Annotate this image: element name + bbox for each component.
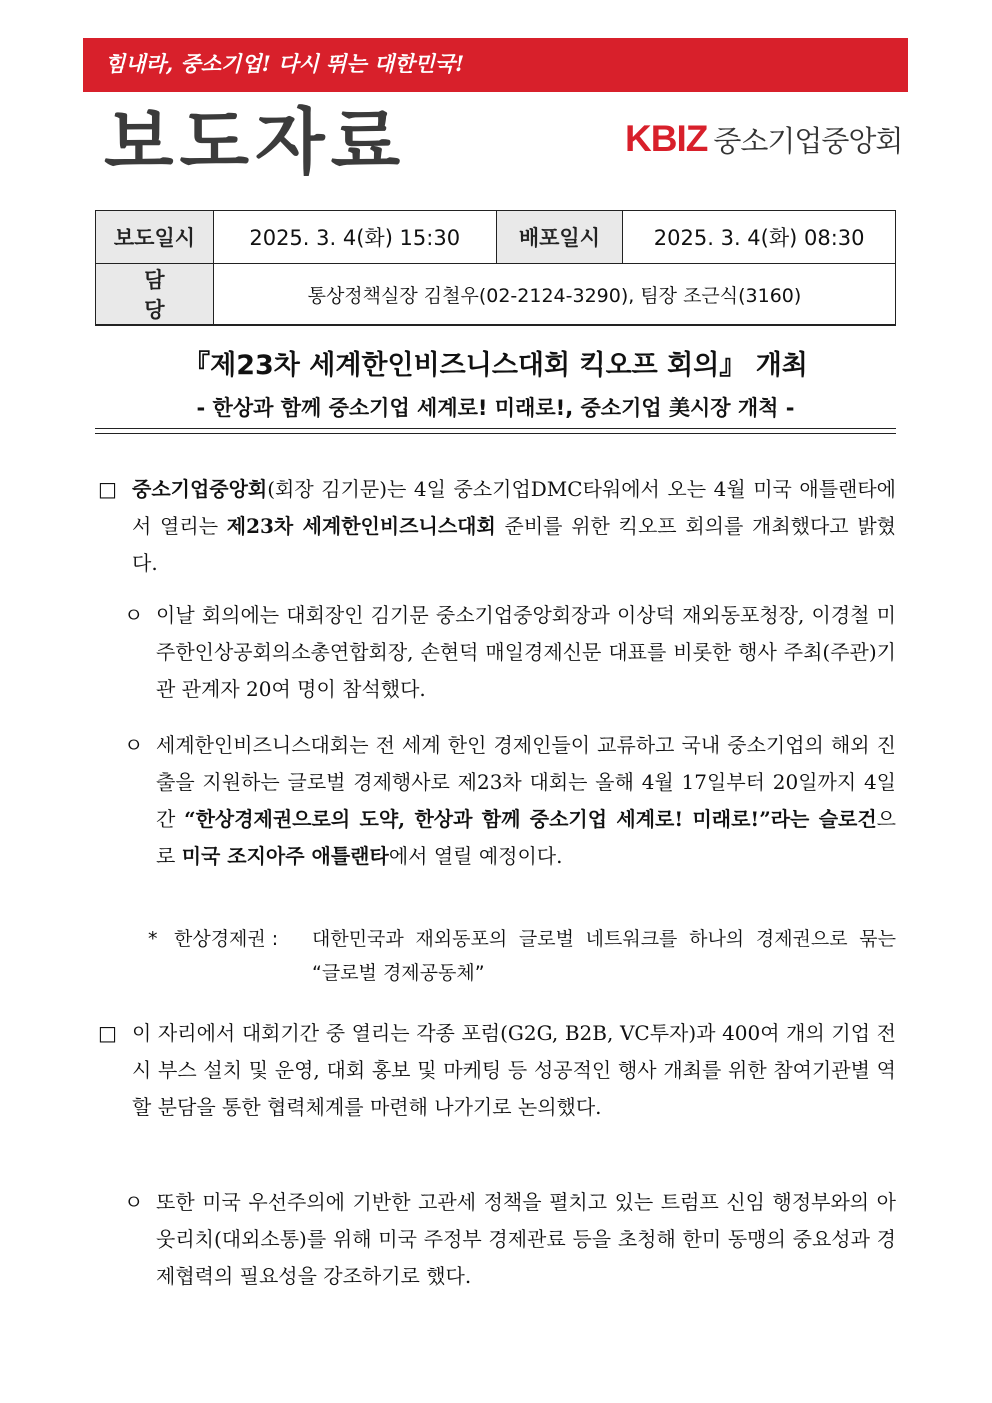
- kbiz-logo: [625, 118, 902, 158]
- logo-brand: KBIZ: [625, 118, 708, 159]
- contact-row: [96, 264, 896, 326]
- location-bold: 미국 조지아주 애틀랜타: [181, 844, 389, 868]
- document-title: 보도자료: [104, 100, 407, 184]
- section-marker-square: □: [98, 477, 117, 501]
- paragraph-1b-text-b: 으로: [156, 807, 896, 868]
- headline: 『제23차 세계한인비즈니스대회 킥오프 회의』 개최: [183, 350, 808, 381]
- paragraph-1-text-a: (회장 김기문)는 4일 중소기업DMC타워에서 오는 4월 미국 애틀랜타에서 열리는: [132, 477, 896, 538]
- banner-slogan: 힘내라, 중소기업! 다시 뛰는 대한민국!: [105, 51, 465, 76]
- bullet-marker-circle: ㅇ: [124, 603, 144, 627]
- paragraph-1: [132, 471, 896, 582]
- org-name-bold: 중소기업중앙회: [132, 477, 268, 501]
- paragraph-1b: [156, 727, 896, 875]
- bullet-marker-circle: ㅇ: [124, 733, 144, 757]
- paragraph-1-text-b: 준비를 위한 킥오프 회의를 개최했다고 밝혔다.: [132, 514, 897, 575]
- contact-label: 담 당: [96, 264, 214, 326]
- subheadline: - 한상과 함께 중소기업 세계로! 미래로!, 중소기업 美시장 개척 -: [196, 396, 795, 420]
- paragraph-1b-text-a: 세계한인비즈니스대회는 전 세계 한인 경제인들이 교류하고 국내 중소기업의 해외 진출을 지원하는 글로벌 경제행사로 제23차 대회는 올해 4월 17일부터 20일까지 4일간: [156, 733, 896, 831]
- release-info-table: [95, 210, 896, 326]
- header-banner: [83, 38, 908, 92]
- paragraph-2a: 또한 미국 우선주의에 기반한 고관세 정책을 펼치고 있는 트럼프 신임 행정부와의 아웃리치(대외소통)를 위해 미국 주정부 경제관료 등을 초청해 한미 동맹의 중요성과 경제협력의 필요성을 강조하기로 했다.: [156, 1190, 896, 1288]
- bullet-marker-circle: ㅇ: [124, 1190, 144, 1214]
- distribution-date-label: 배포일시: [496, 211, 623, 264]
- paragraph-1b-text-c: 에서 열릴 예정이다.: [388, 844, 563, 868]
- release-date-value: 2025. 3. 4(화) 15:30: [213, 211, 496, 264]
- note-term: 한상경제권 :: [174, 928, 279, 950]
- contact-value: 통상정책실장 김철우(02-2124-3290), 팀장 조근식(3160): [213, 264, 895, 326]
- paragraph-1a: 이날 회의에는 대회장인 김기문 중소기업중앙회장과 이상덕 재외동포청장, 이경철 미주한인상공회의소총연합회장, 손현덕 매일경제신문 대표를 비롯한 행사 주최(주관)기관 관계자 20여 명이 참석했다.: [156, 603, 896, 701]
- note-definition: 대한민국과 재외동포의 글로벌 네트워크를 하나의 경제권으로 묶는 “글로벌 경제공동체”: [312, 928, 896, 984]
- note-marker-asterisk: *: [148, 928, 158, 950]
- slogan-bold: “한상경제권으로의 도약, 한상과 함께 중소기업 세계로! 미래로!”라는 슬로건: [184, 807, 877, 831]
- distribution-date-value: 2025. 3. 4(화) 08:30: [623, 211, 896, 264]
- section-marker-square: □: [98, 1021, 117, 1045]
- paragraph-2: 이 자리에서 대회기간 중 열리는 각종 포럼(G2G, B2B, VC투자)과 400여 개의 기업 전시 부스 설치 및 운영, 대회 홍보 및 마케팅 등 성공적인 행사 개최를 위한 참여기관별 역할 분담을 통한 협력체계를 마련해 나가기로 논의했다.: [132, 1021, 896, 1119]
- logo-org-name: 중소기업중앙회: [713, 123, 903, 158]
- release-row: [96, 211, 896, 264]
- event-name-bold: 제23차 세계한인비즈니스대회: [226, 514, 496, 538]
- headline-rule-bottom: [95, 433, 896, 434]
- headline-rule-top: [95, 428, 896, 429]
- release-date-label: 보도일시: [96, 211, 214, 264]
